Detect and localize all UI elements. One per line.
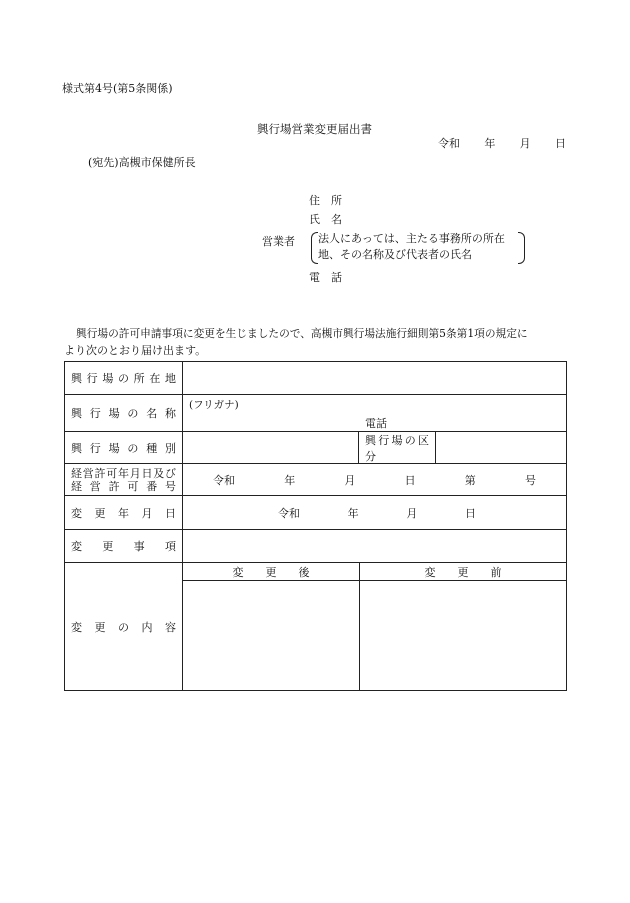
permit-year: 年 (284, 473, 296, 487)
change-items-field[interactable] (183, 530, 567, 563)
after-field[interactable] (183, 581, 359, 690)
document-title: 興行場営業変更届出書 (257, 122, 372, 136)
facility-division-field[interactable] (436, 432, 566, 463)
permit-month: 月 (344, 473, 356, 487)
change-items-label: 変更事項 (65, 530, 183, 563)
before-column (360, 563, 566, 690)
facility-division-label: 興行場の区分 (359, 432, 436, 463)
name-label: 氏 名 (309, 213, 342, 226)
change-year: 年 (347, 506, 359, 520)
permit-no-suffix: 号 (524, 473, 536, 487)
after-header (183, 563, 359, 581)
location-label: 興行場の所在地 (65, 362, 183, 395)
permit-no-prefix: 第 (464, 473, 476, 487)
permit-label-line2: 経営許可番号 (71, 479, 176, 493)
phone-label: 電 話 (309, 271, 342, 284)
facility-name-label: 興行場の名称 (65, 395, 183, 432)
after-column (183, 563, 360, 690)
address-label: 住 所 (309, 194, 342, 207)
furigana-label: (フリガナ) (189, 399, 239, 411)
permit-era: 令和 (213, 473, 235, 487)
permit-label-line1: 経営許可年月日及び (71, 466, 176, 480)
corporate-note-bracket-left (311, 232, 318, 264)
facility-name-field[interactable] (183, 395, 567, 432)
corporate-note-line2: 地、その名称及び代表者の氏名 (318, 248, 472, 261)
permit-label-cell (65, 464, 183, 496)
corporate-note-line1: 法人にあっては、主たる事務所の所在 (318, 232, 505, 245)
change-content-cell (183, 563, 567, 691)
form-table (64, 361, 567, 691)
date-day: 日 (554, 137, 566, 150)
change-date-field[interactable] (183, 496, 567, 530)
corporate-note-bracket-right (518, 232, 525, 264)
form-number: 様式第4号(第5条関係) (62, 82, 173, 95)
change-month: 月 (406, 506, 418, 520)
facility-type-field[interactable] (183, 432, 359, 464)
before-label: 変 更 前 (424, 565, 502, 579)
permit-field[interactable] (183, 464, 567, 496)
before-field[interactable] (360, 581, 566, 690)
date-month: 月 (519, 137, 531, 150)
date-year: 年 (484, 137, 496, 150)
change-era: 令和 (278, 506, 300, 520)
before-header (360, 563, 566, 581)
permit-day: 日 (404, 473, 416, 487)
date-line (438, 137, 566, 151)
location-field[interactable] (183, 362, 567, 395)
facility-division-cell (359, 432, 567, 464)
change-day: 日 (464, 506, 476, 520)
change-content-label: 変更の内容 (65, 563, 183, 691)
operator-label: 営業者 (262, 235, 295, 248)
after-label: 変 更 後 (232, 565, 310, 579)
facility-phone-label: 電話 (365, 417, 387, 430)
facility-type-label: 興行場の種別 (65, 432, 183, 464)
body-text-line1: 興行場の許可申請事項に変更を生じましたので、高槻市興行場法施行細則第5条第1項の規定に (76, 327, 528, 340)
addressee: (宛先)高槻市保健所長 (88, 156, 196, 169)
change-date-label: 変更年月日 (65, 496, 183, 530)
date-era: 令和 (438, 137, 460, 150)
body-text-line2: より次のとおり届け出ます。 (64, 344, 207, 357)
